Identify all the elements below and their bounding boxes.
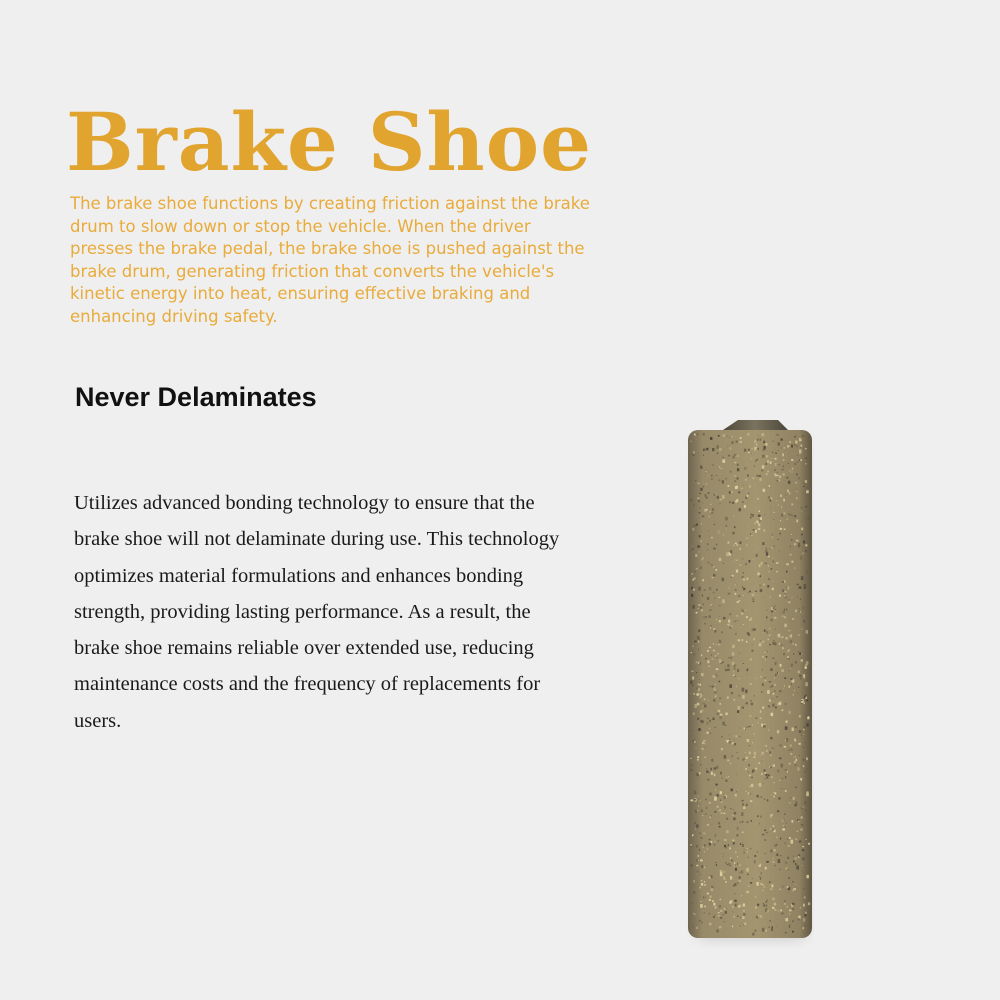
brake-shoe-illustration bbox=[686, 418, 814, 948]
section-body: Utilizes advanced bonding technology to ensure that the brake shoe will not delaminate during use. This technology optimizes material formulations and enhances bonding strength, providing lasting performance. As a result, the brake shoe remains reliable over extended use, reducing maintenance costs and the frequency of replacements for users. bbox=[74, 492, 560, 732]
section-heading: Never Delaminates bbox=[75, 382, 317, 412]
intro-paragraph: The brake shoe functions by creating friction against the brake drum to slow down or stop the vehicle. When the driver presses the brake pedal, the brake shoe is pushed against the brake drum, generating friction that converts the vehicle's kinetic energy into heat, ensuring effective braking and enhancing driving safety. bbox=[70, 194, 590, 326]
page-title: Brake Shoe bbox=[66, 95, 592, 189]
brake-shoe-image bbox=[686, 418, 814, 948]
